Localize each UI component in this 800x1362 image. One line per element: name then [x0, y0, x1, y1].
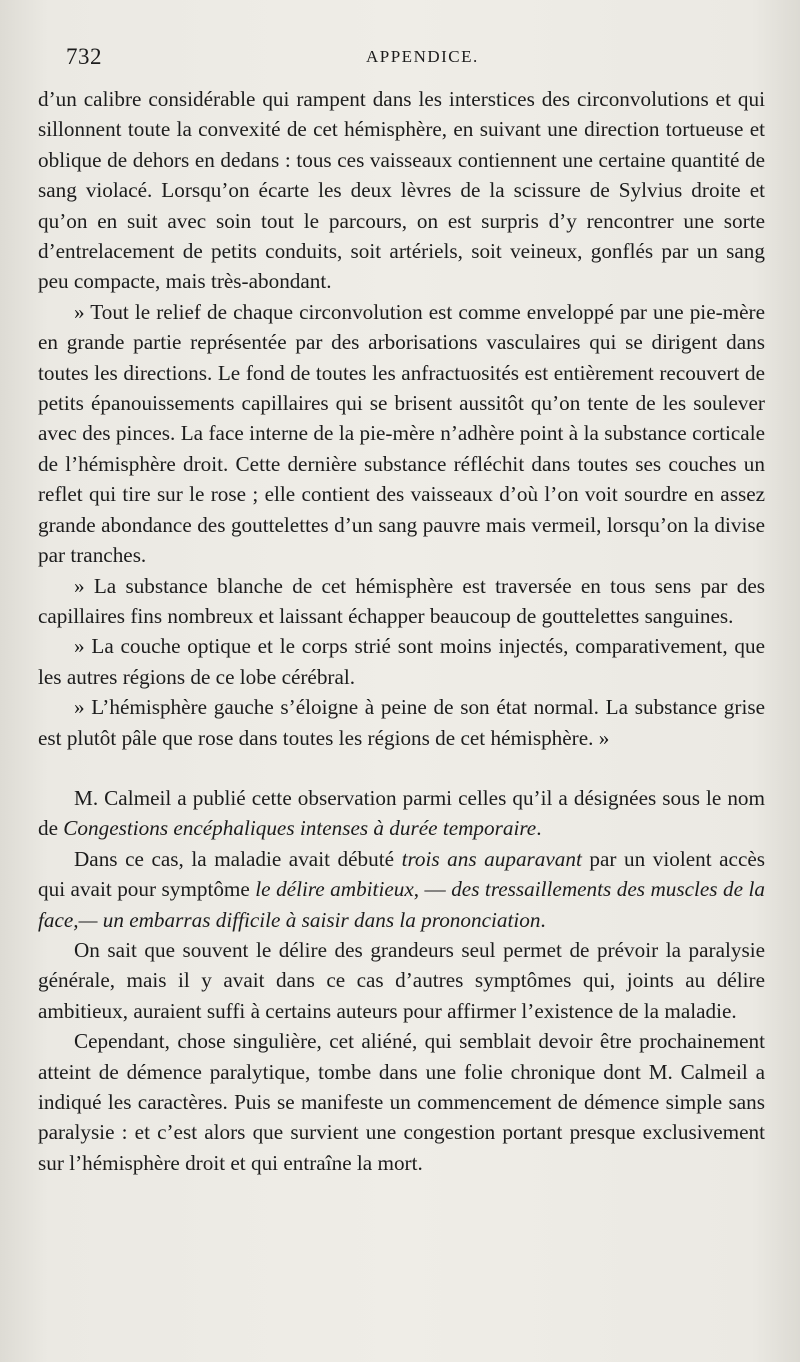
text-run: , —: [413, 877, 452, 902]
section-gap: [38, 753, 765, 783]
page-header: [66, 44, 734, 74]
running-head: APPENDICE.: [366, 47, 479, 66]
paragraph: » L’hémisphère gauche s’éloigne à peine de son état normal. La substance grise est plutôt pâle que rose dans toutes les régions de cet hémisphère. »: [38, 695, 765, 750]
italic-run: un embarras difficile à saisir dans la prononciation: [102, 907, 541, 932]
page-number: 732: [66, 44, 102, 69]
italic-run: ,—: [73, 907, 103, 932]
text-run: .: [536, 816, 542, 841]
paragraph-dans: [38, 844, 765, 935]
italic-run: trois ans auparavant: [401, 846, 582, 871]
page-body: [38, 84, 765, 1178]
text-run: .: [540, 907, 546, 932]
paragraph: » La substance blanche de cet hémisphère est traversée en tous sens par des capillaires fins nombreux et laissant échapper beaucoup de gouttelettes sanguines.: [38, 573, 765, 628]
text-run: M. Calmeil a publié cette observation parmi celles qu’il a désignées sous le nom de: [38, 785, 765, 841]
paragraph: » La couche optique et le corps strié sont moins injectés, comparativement, que les autres régions de ce lobe cérébral.: [38, 634, 765, 689]
paragraph-calmeil: [38, 783, 765, 844]
text-run: Dans ce cas, la maladie avait débuté: [74, 846, 402, 871]
paragraph: d’un calibre considérable qui rampent dans les interstices des circonvolutions et qui sillonnent toute la convexité de cet hémisphère, en suivant une direction tortueuse et oblique de dehors en dedans : tous ces vaisseaux contiennent une certaine quantité de sang violacé. Lorsqu’on écarte les deux lèvres de la scissure de Sylvius droite et qu’on en suit avec soin tout le parcours, on est surpris d’y rencontrer une sorte d’entrelacement de petits conduits, soit artériels, soit veineux, gonflés par un sang peu compacte, mais très-abondant.: [38, 87, 765, 294]
paragraph: » Tout le relief de chaque circonvolution est comme enveloppé par une pie-mère en grande partie représentée par des arborisations vasculaires qui se dirigent dans toutes les directions. Le fond de toutes les anfractuosités est entièrement recouvert de petits épanouissements capillaires qui se brisent aussitôt qu’on tente de les soulever avec des pinces. La face interne de la pie-mère n’adhère point à la substance corticale de l’hémisphère droit. Cette dernière substance réfléchit dans toutes ses couches un reflet qui tire sur le rose ; elle contient des vaisseaux d’où l’on voit sourdre en assez grande abondance des gouttelettes d’un sang pauvre mais vermeil, lorsqu’on la divise par tranches.: [38, 299, 765, 568]
text-run: par un violent accès qui avait pour symptôme: [38, 846, 766, 902]
paragraph: Cependant, chose singulière, cet aliéné, qui semblait devoir être prochainement atteint de démence paralytique, tombe dans une folie chronique dont M. Calmeil a indiqué les caractères. Puis se manifeste un commencement de démence simple sans paralysie : et c’est alors que survient une congestion portant presque exclusivement sur l’hémisphère droit et qui entraîne la mort.: [38, 1029, 765, 1175]
italic-run: des tressaillements des muscles de la face: [38, 877, 765, 932]
italic-title: Congestions encéphaliques intenses à durée temporaire: [63, 816, 537, 841]
paragraph: On sait que souvent le délire des grandeurs seul permet de prévoir la paralysie générale, mais il y avait dans ce cas d’autres symptômes qui, joints au délire ambitieux, auraient suffi à certains auteurs pour affirmer l’existence de la maladie.: [38, 937, 765, 1023]
italic-run: le délire ambitieux: [255, 877, 414, 902]
